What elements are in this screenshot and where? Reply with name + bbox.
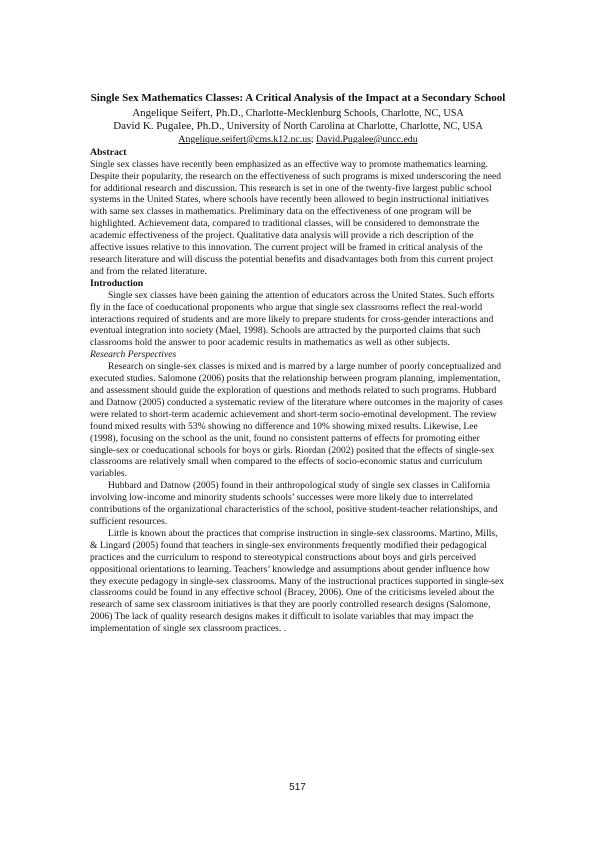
- paper-page: [90, 92, 506, 635]
- introduction-heading: Introduction: [90, 277, 144, 289]
- research-paragraph-1: Research on single-sex classes is mixed and is marred by a large number of poorly conceptualized and executed studies. Salomone (2006) posits that the relationship between program planning, implementation, and assessment should guide the exploration of questions and methods related to such programs. Hubbard and Datnow (2005) conducted a systematic review of the literature where outcomes in the majority of cases were related to short-term academic achievement and short-term socio-emotinal development. The review found mixed results with 53% showing no difference and 10% showing mixed results. Likewise, Lee (1998), focusing on the school as the unit, found no consistent patterns of effects for promoting either single-sex or coeducational schools for boys or girls. Riordan (2002) posited that the effects of single-sex classrooms are relatively small when compared to the effects of socio-economic status and curriculum variables.: [90, 361, 503, 480]
- introduction-paragraph: Single sex classes have been gaining the attention of educators across the United States. Such efforts fly in the face of coeducational proponents who argue that single sex classrooms reflect the real-world interactions required of students and are more likely to prepare students for cross-gender interactions and eventual integration into society (Mael, 1998). Schools are attracted by the purported claims that such classrooms hold the answer to poor academic results in mathematics as well as other subjects.: [90, 289, 495, 349]
- research-paragraph-2: Hubbard and Datnow (2005) found in their anthropological study of single sex classes in California involving low-income and minority students schools’ successes were more likely due to interrelated contributions of the organizational characteristics of the school, positive student-teacher relationships, and sufficient resources.: [90, 480, 498, 527]
- author-affiliation: , University of North Carolina at Charlotte, Charlotte, NC, USA: [221, 121, 483, 133]
- author-affiliation: , Charlotte-Mecklenburg Schools, Charlotte, NC, USA: [240, 107, 464, 119]
- research-paragraph-3: Little is known about the practices that comprise instruction in single-sex classrooms. Martino, Mills, & Lingard (2005) found that teachers in single-sex environments frequently modified their pedagogical practices and the curriculum to respond to stereotypical constructions about boys and girls perceived oppositional orientations to learning. Teachers’ knowledge and assumptions about gender influence how they execute pedagogy in single-sex classrooms. Many of the instructional practices supported in single-sex classrooms could be found in any effective school (Bracey, 2006). One of the criticisms leveled about the research of same sex classroom initiatives is that they are poorly controlled research designs (Salomone, 2006) The lack of quality research designs makes it difficult to isolate variables that may impact the implementation of single sex classroom practices. .: [90, 527, 505, 635]
- email-separator: ;: [310, 133, 317, 145]
- author-line-2: [90, 120, 506, 134]
- author-emails: [90, 134, 506, 146]
- paper-title: Single Sex Mathematics Classes: A Critical Analysis of the Impact at a Secondary School: [90, 92, 506, 104]
- email-link-pugalee[interactable]: David.Pugalee@uncc.edu: [316, 133, 418, 145]
- email-link-seifert[interactable]: Angelique.seifert@cms.k12.nc.us: [178, 133, 311, 145]
- author-name: David K. Pugalee, Ph.D.: [113, 120, 222, 133]
- research-perspectives-heading: Research Perspectives: [90, 349, 177, 361]
- author-line-1: [90, 107, 506, 121]
- author-name: Angelique Seifert, Ph.D.: [132, 106, 241, 119]
- abstract-heading: Abstract: [90, 146, 127, 158]
- page-number: 517: [289, 782, 306, 793]
- abstract-text: Single sex classes have recently been emphasized as an effective way to promote mathematics learning. Despite their popularity, the research on the effectiveness of such programs is mixed underscoring the need for additional research and discussion. This research is set in one of the twenty-five largest public school systems in the United States, where schools have recently been allowed to begin instructional initiatives with same sex classes in mathematics. Preliminary data on the effectiveness of one program will be highlighted. Achievement data, compared to traditional classes, will be considered to demonstrate the academic effectiveness of the project. Qualitative data analysis will provide a rich description of the affective issues relative to this innovation. The current project will be framed in critical analysis of the research literature and will discuss the potential benefits and disadvantages both from this current project and from the related literature.: [90, 158, 502, 277]
